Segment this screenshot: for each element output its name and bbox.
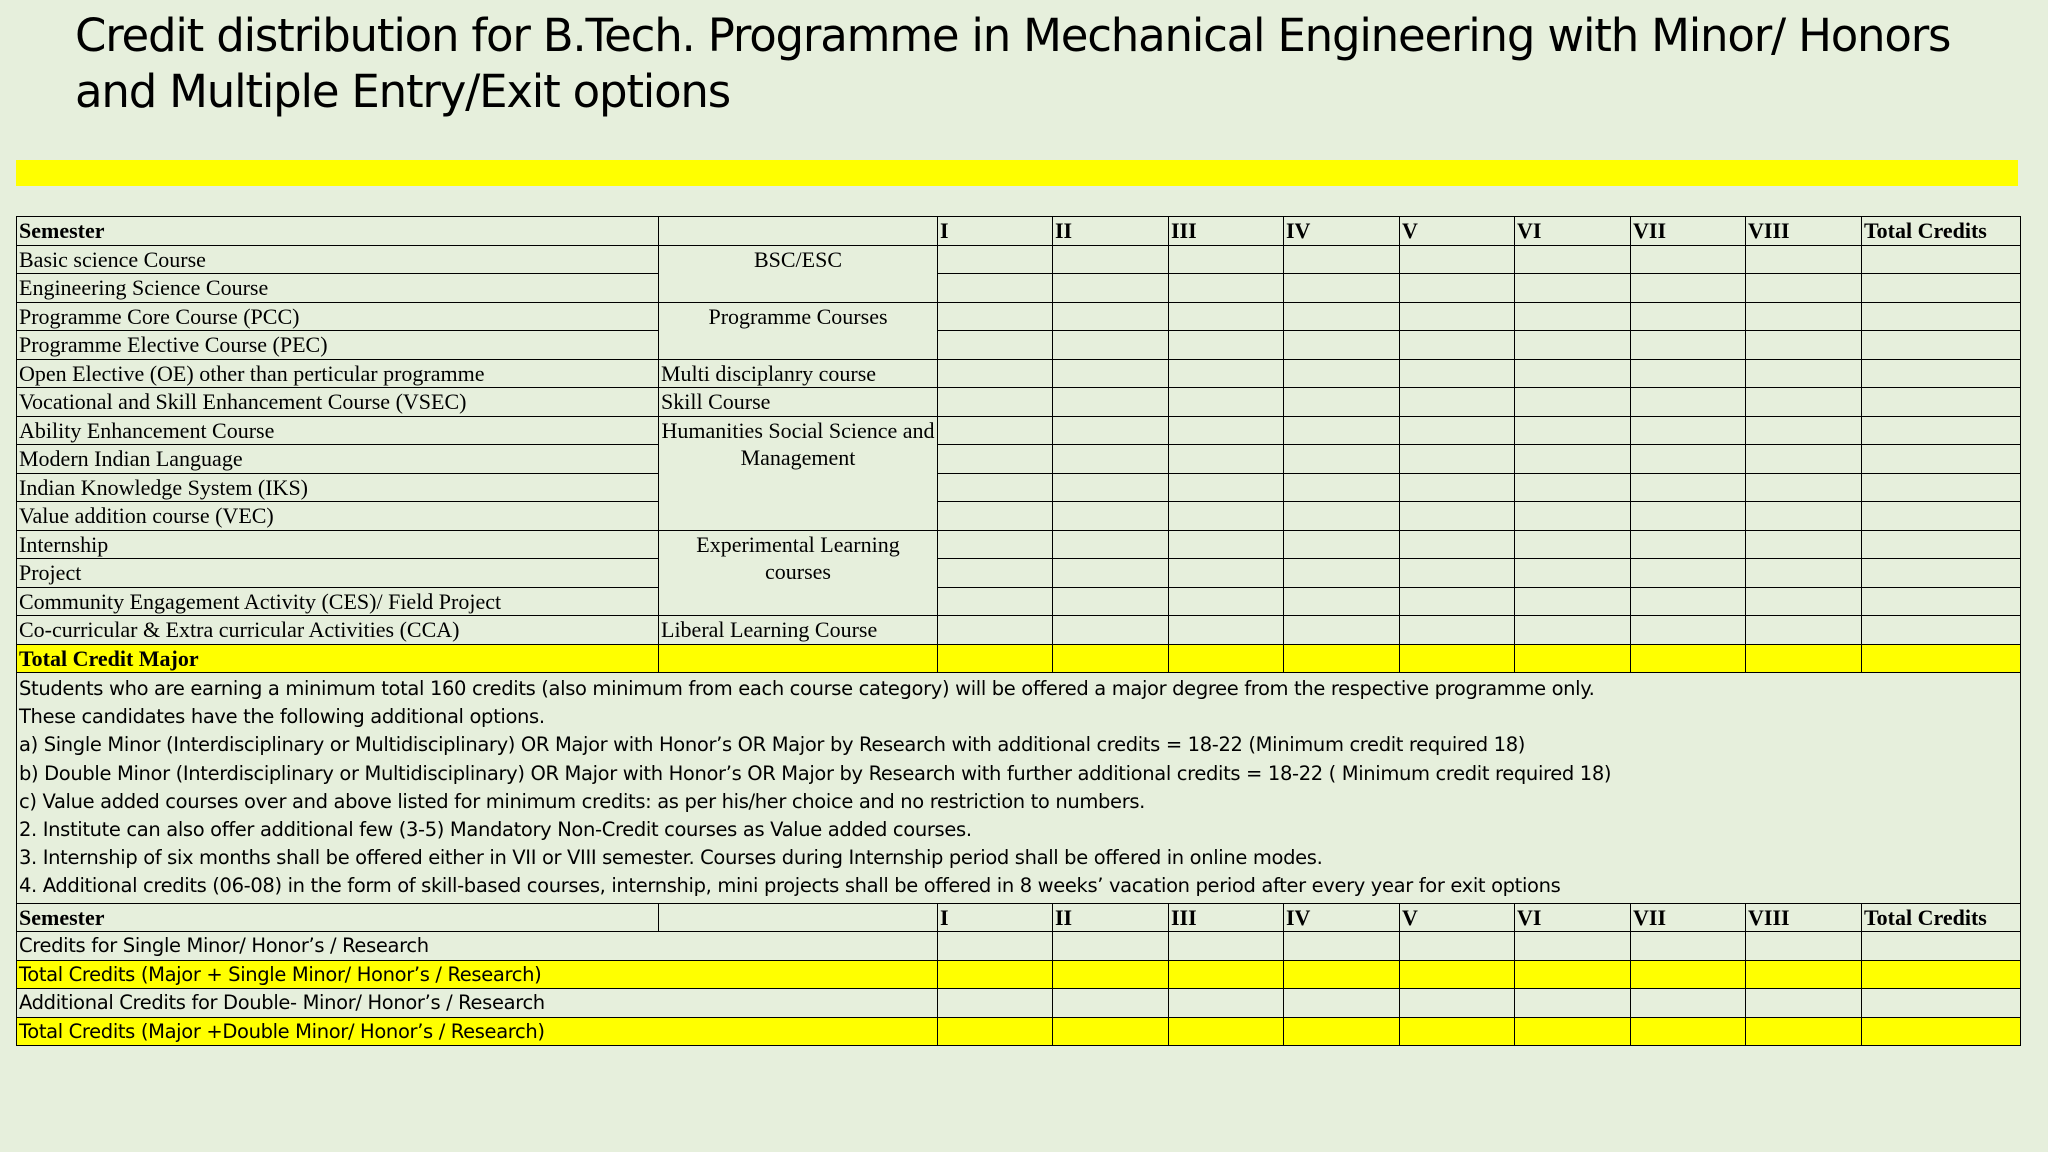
total-credits-header: Total Credits: [1862, 903, 2021, 932]
total-major-cell: [1631, 644, 1746, 673]
credit-cell: [1169, 331, 1284, 360]
credit-cell: [1515, 530, 1631, 559]
credit-cell: [1862, 359, 2021, 388]
credit-cell: [1169, 473, 1284, 502]
credit-cell: [1631, 616, 1746, 645]
credit-cell: [1515, 559, 1631, 588]
total-major-label: Total Credit Major: [17, 644, 659, 673]
credit-cell: [938, 587, 1053, 616]
course-row: [17, 559, 2021, 588]
semester-header-3: III: [1169, 217, 1284, 246]
credit-cell: [938, 616, 1053, 645]
total-major-cell: [1169, 644, 1284, 673]
semester-header-label: Semester: [17, 903, 659, 932]
minor-credit-cell: [1862, 989, 2021, 1018]
minor-credit-cell: [1631, 960, 1746, 989]
credit-cell: [1400, 359, 1515, 388]
total-credits-header: Total Credits: [1862, 217, 2021, 246]
credit-cell: [1284, 473, 1400, 502]
note-line: 3. Internship of six months shall be offered either in VII or VIII semester. Courses during Internship period shall be offered in online modes.: [19, 846, 1323, 870]
credit-cell: [938, 331, 1053, 360]
credit-cell: [938, 502, 1053, 531]
credit-cell: [1631, 559, 1746, 588]
credit-cell: [1746, 616, 1862, 645]
minor-credit-cell: [1515, 932, 1631, 961]
course-row: [17, 616, 2021, 645]
credit-cell: [1862, 502, 2021, 531]
course-row: [17, 530, 2021, 559]
credit-cell: [1631, 587, 1746, 616]
credit-cell: [938, 473, 1053, 502]
note-line: c) Value added courses over and above listed for minimum credits: as per his/her choice and no restriction to numbers.: [19, 789, 1146, 813]
credit-cell: [1631, 331, 1746, 360]
minor-credit-label: Total Credits (Major + Single Minor/ Honor’s / Research): [17, 960, 938, 989]
credit-cell: [1400, 473, 1515, 502]
semester-header-label: Semester: [17, 217, 659, 246]
semester-header-1: I: [938, 217, 1053, 246]
minor-credit-cell: [1515, 960, 1631, 989]
total-major-cell: [1746, 644, 1862, 673]
credit-cell: [1400, 388, 1515, 417]
credit-cell: [1053, 530, 1169, 559]
minor-credit-cell: [1400, 989, 1515, 1018]
minor-credit-cell: [1746, 1017, 1862, 1046]
credit-cell: [1284, 416, 1400, 445]
credit-cell: [1053, 616, 1169, 645]
credit-cell: [1053, 274, 1169, 303]
course-name: Vocational and Skill Enhancement Course (VSEC): [17, 388, 659, 417]
course-name: Ability Enhancement Course: [17, 416, 659, 445]
credit-cell: [1169, 359, 1284, 388]
credit-cell: [1400, 445, 1515, 474]
minor-credit-cell: [1631, 932, 1746, 961]
minor-credit-cell: [1053, 1017, 1169, 1046]
credit-cell: [1515, 245, 1631, 274]
credit-cell: [1746, 331, 1862, 360]
credit-cell: [1515, 502, 1631, 531]
total-major-cell: [1400, 644, 1515, 673]
credit-cell: [1862, 559, 2021, 588]
total-major-cell: [1053, 644, 1169, 673]
minor-credit-cell: [1746, 989, 1862, 1018]
credit-cell: [1746, 416, 1862, 445]
credit-cell: [1284, 445, 1400, 474]
credit-cell: [938, 274, 1053, 303]
credit-cell: [938, 530, 1053, 559]
group-header-cell: [659, 217, 938, 246]
credit-cell: [1862, 445, 2021, 474]
credit-cell: [1284, 616, 1400, 645]
credit-cell: [1862, 616, 2021, 645]
credit-cell: [1169, 416, 1284, 445]
course-name: Co-curricular & Extra curricular Activities (CCA): [17, 616, 659, 645]
credit-cell: [1862, 302, 2021, 331]
course-row: [17, 502, 2021, 531]
minor-credit-row: [17, 960, 2021, 989]
semester-header-6: VI: [1515, 903, 1631, 932]
course-name: Modern Indian Language: [17, 445, 659, 474]
note-line: a) Single Minor (Interdisciplinary or Multidisciplinary) OR Major with Honor’s OR Major by Research with additional credits = 18-22 (Minimum credit required 18): [19, 733, 1526, 757]
credit-cell: [1515, 616, 1631, 645]
credit-cell: [938, 416, 1053, 445]
minor-credit-cell: [1169, 989, 1284, 1018]
minor-credit-cell: [1746, 960, 1862, 989]
credit-cell: [1284, 388, 1400, 417]
credit-cell: [1862, 530, 2021, 559]
minor-credit-cell: [1515, 989, 1631, 1018]
credit-cell: [1284, 331, 1400, 360]
credit-cell: [1284, 359, 1400, 388]
total-major-row: [17, 644, 2021, 673]
minor-credit-cell: [1515, 1017, 1631, 1046]
credit-cell: [1631, 302, 1746, 331]
credit-cell: [1169, 502, 1284, 531]
credit-table-body: [17, 217, 2021, 1046]
course-group-label: Programme Courses: [659, 302, 938, 359]
minor-credit-cell: [1631, 989, 1746, 1018]
credit-cell: [1515, 331, 1631, 360]
credit-cell: [1400, 302, 1515, 331]
semester-header-6: VI: [1515, 217, 1631, 246]
credit-cell: [1053, 302, 1169, 331]
credit-cell: [938, 445, 1053, 474]
total-major-cell: [1862, 644, 2021, 673]
semester-header-1: I: [938, 903, 1053, 932]
minor-credit-cell: [1862, 932, 2021, 961]
minor-credit-row: [17, 1017, 2021, 1046]
credit-cell: [1862, 416, 2021, 445]
credit-cell: [1053, 388, 1169, 417]
credit-cell: [1053, 587, 1169, 616]
course-name: Programme Elective Course (PEC): [17, 331, 659, 360]
note-line: b) Double Minor (Interdisciplinary or Multidisciplinary) OR Major with Honor’s OR Major by Research with further additional credits = 18-22 ( Minimum credit required 18): [19, 761, 1612, 785]
minor-credit-cell: [1400, 932, 1515, 961]
credit-cell: [1053, 245, 1169, 274]
credit-cell: [1169, 530, 1284, 559]
credit-cell: [1169, 274, 1284, 303]
minor-credit-cell: [1053, 932, 1169, 961]
credit-cell: [1631, 388, 1746, 417]
semester-header-8: VIII: [1746, 903, 1862, 932]
credit-cell: [1631, 473, 1746, 502]
credit-cell: [938, 388, 1053, 417]
credit-cell: [1631, 359, 1746, 388]
credit-cell: [938, 559, 1053, 588]
credit-cell: [1284, 502, 1400, 531]
credit-cell: [1169, 388, 1284, 417]
credit-cell: [1284, 530, 1400, 559]
course-row: [17, 445, 2021, 474]
minor-credit-cell: [1400, 960, 1515, 989]
credit-cell: [1400, 245, 1515, 274]
course-group-label: Multi disciplanry course: [659, 359, 938, 388]
course-row: [17, 274, 2021, 303]
minor-credit-cell: [938, 932, 1053, 961]
credit-cell: [1746, 559, 1862, 588]
minor-credit-cell: [1169, 960, 1284, 989]
credit-cell: [1400, 616, 1515, 645]
credit-cell: [1400, 331, 1515, 360]
credit-cell: [1631, 502, 1746, 531]
credit-cell: [1053, 331, 1169, 360]
credit-cell: [1169, 445, 1284, 474]
total-major-cell: [1284, 644, 1400, 673]
course-name: Open Elective (OE) other than perticular programme: [17, 359, 659, 388]
notes-cell: [17, 673, 2021, 904]
semester-header-7: VII: [1631, 217, 1746, 246]
minor-credit-label: Total Credits (Major +Double Minor/ Honor’s / Research): [17, 1017, 938, 1046]
group-header-cell: [659, 903, 938, 932]
credit-cell: [1169, 302, 1284, 331]
credit-cell: [1862, 245, 2021, 274]
course-row: [17, 302, 2021, 331]
credit-cell: [1862, 331, 2021, 360]
credit-cell: [938, 359, 1053, 388]
course-group-label: Humanities Social Science and Management: [659, 416, 938, 530]
course-row: [17, 587, 2021, 616]
minor-credit-row: [17, 989, 2021, 1018]
semester-header-5: V: [1400, 903, 1515, 932]
minor-credit-cell: [1862, 960, 2021, 989]
credit-cell: [1284, 587, 1400, 616]
credit-cell: [1169, 245, 1284, 274]
course-row: [17, 245, 2021, 274]
course-row: [17, 416, 2021, 445]
credit-cell: [938, 245, 1053, 274]
credit-cell: [1631, 274, 1746, 303]
credit-cell: [1400, 559, 1515, 588]
header-row-2: [17, 903, 2021, 932]
total-major-cell: [938, 644, 1053, 673]
total-major-cell: [659, 644, 938, 673]
credit-cell: [1053, 473, 1169, 502]
course-row: [17, 359, 2021, 388]
credit-cell: [1515, 473, 1631, 502]
note-line: These candidates have the following additional options.: [19, 705, 545, 729]
credit-cell: [1400, 416, 1515, 445]
credit-cell: [1515, 388, 1631, 417]
credit-cell: [1862, 587, 2021, 616]
minor-credit-cell: [1284, 1017, 1400, 1046]
credit-cell: [1053, 559, 1169, 588]
credit-cell: [1631, 530, 1746, 559]
note-line: Students who are earning a minimum total 160 credits (also minimum from each course category) will be offered a major degree from the respective programme only.: [19, 677, 1595, 700]
page-title: Credit distribution for B.Tech. Programme in Mechanical Engineering with Minor/ Honors and Multiple Entry/Exit options: [75, 9, 1951, 118]
total-major-cell: [1515, 644, 1631, 673]
minor-credit-cell: [1284, 960, 1400, 989]
semester-header-4: IV: [1284, 903, 1400, 932]
course-row: [17, 388, 2021, 417]
credit-cell: [1746, 274, 1862, 303]
course-group-label: Skill Course: [659, 388, 938, 417]
credit-cell: [1631, 245, 1746, 274]
credit-cell: [1284, 245, 1400, 274]
minor-credit-cell: [1284, 989, 1400, 1018]
minor-credit-cell: [1053, 960, 1169, 989]
course-name: Programme Core Course (PCC): [17, 302, 659, 331]
semester-header-4: IV: [1284, 217, 1400, 246]
minor-credit-cell: [1400, 1017, 1515, 1046]
minor-credit-label: Credits for Single Minor/ Honor’s / Research: [17, 932, 938, 961]
course-row: [17, 473, 2021, 502]
credit-cell: [1400, 274, 1515, 303]
course-group-label: Liberal Learning Course: [659, 616, 938, 645]
minor-credit-cell: [938, 960, 1053, 989]
credit-cell: [1053, 445, 1169, 474]
credit-cell: [1631, 416, 1746, 445]
credit-cell: [1515, 445, 1631, 474]
header-row: [17, 217, 2021, 246]
credit-cell: [1515, 587, 1631, 616]
course-name: Engineering Science Course: [17, 274, 659, 303]
credit-cell: [1284, 274, 1400, 303]
credit-cell: [1746, 388, 1862, 417]
minor-credit-cell: [938, 1017, 1053, 1046]
credit-cell: [1515, 302, 1631, 331]
credit-cell: [1169, 616, 1284, 645]
credit-cell: [1284, 559, 1400, 588]
note-line: 4. Additional credits (06-08) in the form of skill-based courses, internship, mini projects shall be offered in 8 weeks’ vacation period after every year for exit options: [19, 874, 1561, 898]
minor-credit-cell: [1053, 989, 1169, 1018]
semester-header-2: II: [1053, 903, 1169, 932]
credit-cell: [1862, 388, 2021, 417]
credit-cell: [1053, 416, 1169, 445]
credit-cell: [1746, 359, 1862, 388]
minor-credit-cell: [1746, 932, 1862, 961]
credit-cell: [1631, 445, 1746, 474]
credit-table: [16, 216, 2021, 1046]
course-row: [17, 331, 2021, 360]
credit-cell: [1746, 502, 1862, 531]
credit-cell: [1515, 416, 1631, 445]
minor-credit-cell: [1169, 932, 1284, 961]
credit-cell: [1862, 473, 2021, 502]
semester-header-8: VIII: [1746, 217, 1862, 246]
course-name: Internship: [17, 530, 659, 559]
credit-cell: [1284, 302, 1400, 331]
minor-credit-cell: [938, 989, 1053, 1018]
highlight-band: [16, 160, 2018, 186]
credit-cell: [1746, 445, 1862, 474]
credit-cell: [1169, 559, 1284, 588]
credit-cell: [1400, 502, 1515, 531]
credit-cell: [1862, 274, 2021, 303]
credit-cell: [1746, 587, 1862, 616]
credit-cell: [1515, 274, 1631, 303]
course-name: Community Engagement Activity (CES)/ Field Project: [17, 587, 659, 616]
credit-cell: [1746, 302, 1862, 331]
minor-credit-cell: [1631, 1017, 1746, 1046]
notes-row: [17, 673, 2021, 904]
credit-cell: [1515, 359, 1631, 388]
course-name: Value addition course (VEC): [17, 502, 659, 531]
semester-header-7: VII: [1631, 903, 1746, 932]
course-name: Basic science Course: [17, 245, 659, 274]
semester-header-5: V: [1400, 217, 1515, 246]
note-line: 2. Institute can also offer additional few (3-5) Mandatory Non-Credit courses as Value added courses.: [19, 818, 972, 842]
course-name: Indian Knowledge System (IKS): [17, 473, 659, 502]
credit-cell: [1169, 587, 1284, 616]
course-group-label: Experimental Learning courses: [659, 530, 938, 616]
course-name: Project: [17, 559, 659, 588]
minor-credit-cell: [1169, 1017, 1284, 1046]
minor-credit-cell: [1284, 932, 1400, 961]
credit-cell: [1053, 359, 1169, 388]
minor-credit-label: Additional Credits for Double- Minor/ Honor’s / Research: [17, 989, 938, 1018]
semester-header-3: III: [1169, 903, 1284, 932]
credit-cell: [938, 302, 1053, 331]
minor-credit-cell: [1862, 1017, 2021, 1046]
credit-cell: [1053, 502, 1169, 531]
credit-cell: [1400, 587, 1515, 616]
semester-header-2: II: [1053, 217, 1169, 246]
credit-cell: [1746, 473, 1862, 502]
credit-cell: [1746, 245, 1862, 274]
minor-credit-row: [17, 932, 2021, 961]
credit-cell: [1746, 530, 1862, 559]
course-group-label: BSC/ESC: [659, 245, 938, 302]
credit-cell: [1400, 530, 1515, 559]
